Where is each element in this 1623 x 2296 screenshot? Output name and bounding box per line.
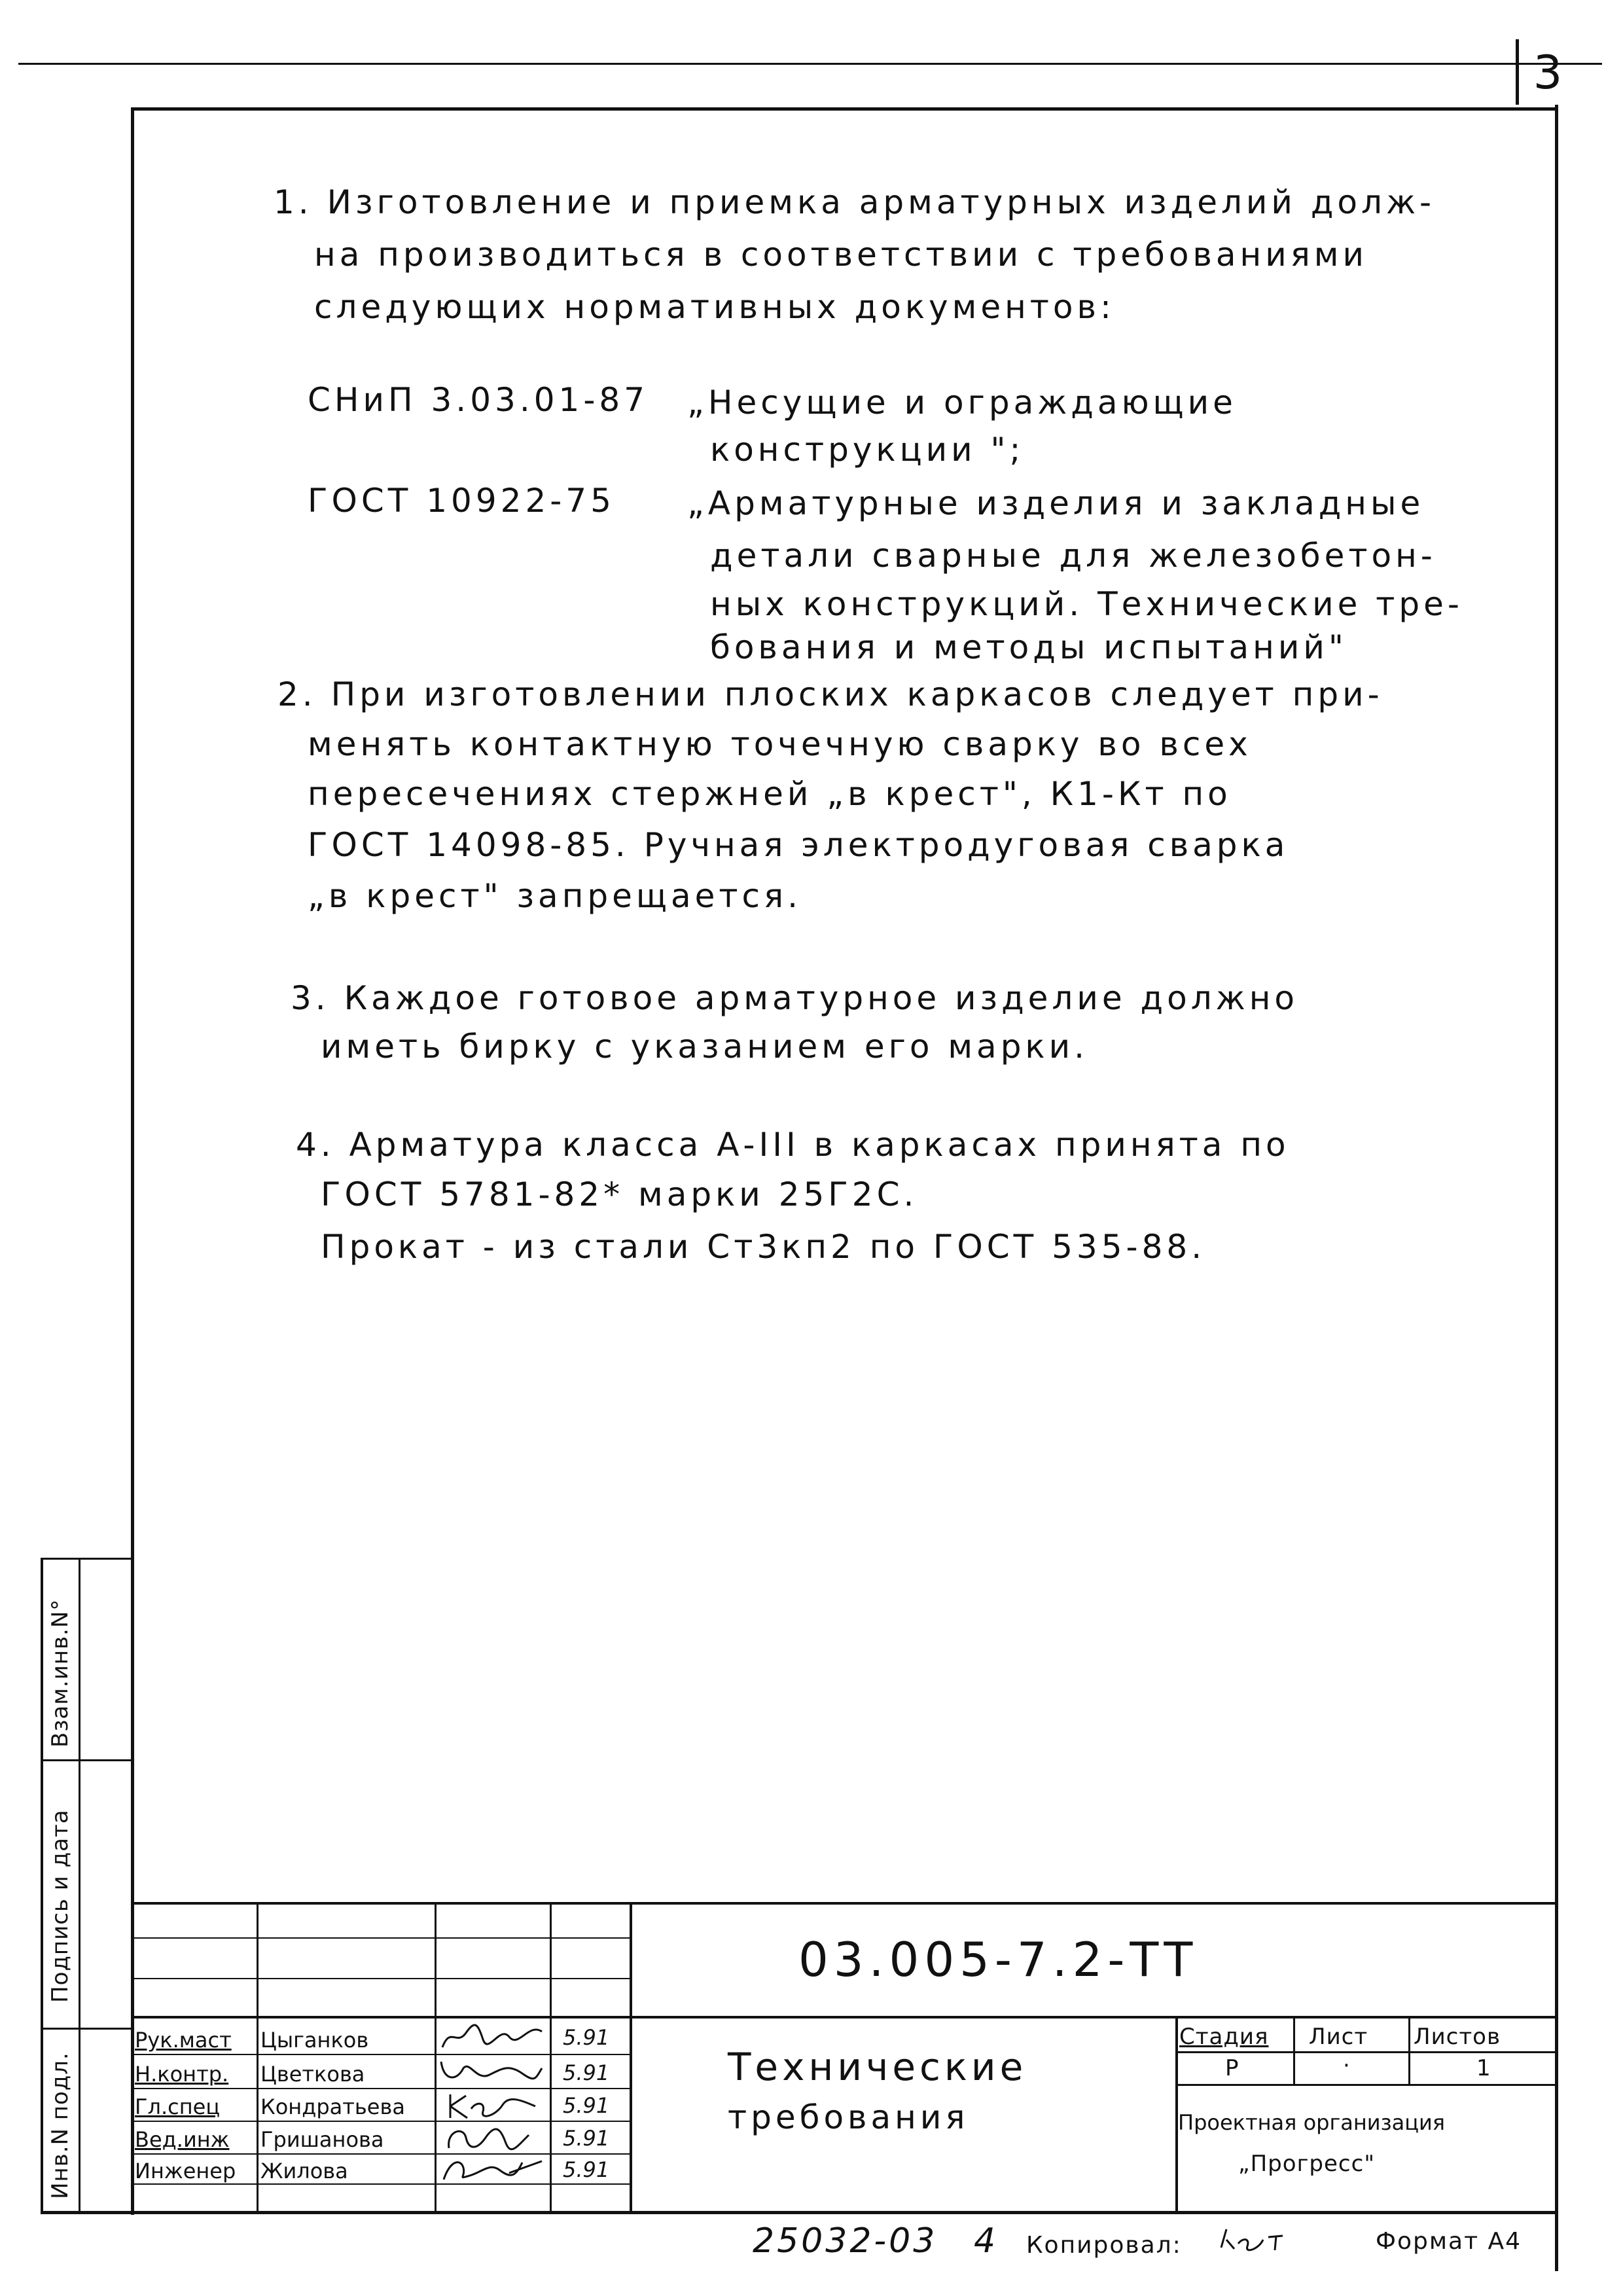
note-4-line-2: ГОСТ 5781-82* марки 25Г2С. <box>321 1175 918 1213</box>
staff-role-2: Н.контр. <box>135 2062 229 2087</box>
staff-date-1: 5.91 <box>563 2025 610 2050</box>
staff-name-1: Цыганков <box>260 2028 369 2053</box>
tb-col-1 <box>257 1902 259 2212</box>
tb-col-3 <box>550 1902 552 2212</box>
tb-top <box>131 1902 1558 1905</box>
signature-3 <box>437 2089 548 2122</box>
staff-role-3: Гл.спец <box>135 2094 221 2119</box>
footer-format: Формат А4 <box>1376 2228 1522 2255</box>
note-2-line-5: „в крест" запрещается. <box>308 877 802 915</box>
tb-col-4 <box>630 1902 632 2212</box>
ref-1-line-2: конструкции "; <box>710 431 1025 469</box>
tb-row-e <box>131 2088 630 2089</box>
copied-signature <box>1217 2224 1289 2257</box>
tb-col-2 <box>435 1902 437 2212</box>
organization-line-1: Проектная организация <box>1178 2110 1446 2135</box>
frame-bottom <box>41 2211 1558 2214</box>
organization-line-2: „Прогресс" <box>1238 2151 1375 2177</box>
side-stamp-top <box>41 1558 134 1560</box>
frame-left <box>131 107 134 2215</box>
pagebox-left <box>1516 39 1519 105</box>
footer-copied-label: Копировал: <box>1026 2232 1182 2259</box>
staff-role-5: Инженер <box>135 2159 236 2183</box>
note-3-line-1: 3. Каждое готовое арматурное изделие должно <box>291 979 1298 1017</box>
ref-1-code: СНиП 3.03.01-87 <box>308 381 649 419</box>
tb-row-h <box>131 2183 630 2185</box>
ref-2-line-2: детали сварные для железобетон- <box>710 537 1436 575</box>
tb-stage-col-2 <box>1408 2016 1410 2085</box>
note-2-line-4: ГОСТ 14098-85. Ручная электродуговая сварка <box>308 826 1289 864</box>
document-title-line-2: требования <box>728 2098 969 2136</box>
staff-role-4: Вед.инж <box>135 2127 230 2152</box>
side-stamp-inv-podl: Инв.N подл. <box>47 2052 73 2199</box>
top-rule <box>18 63 1602 65</box>
document-title-line-1: Технические <box>728 2045 1027 2089</box>
frame-top <box>131 107 1558 111</box>
note-1-line-3: следующих нормативных документов: <box>314 288 1115 326</box>
sheet-value: · <box>1343 2053 1351 2079</box>
sheet-label: Лист <box>1309 2024 1368 2050</box>
tb-row-b <box>131 1978 630 1979</box>
staff-date-2: 5.91 <box>563 2060 610 2085</box>
side-stamp-left <box>41 1558 43 2214</box>
signature-1 <box>437 2020 548 2054</box>
side-stamp-mid <box>79 1558 80 2214</box>
ref-2-line-4: бования и методы испытаний" <box>710 628 1347 666</box>
staff-name-5: Жилова <box>260 2159 348 2183</box>
sheets-label: Листов <box>1414 2024 1501 2050</box>
note-2-line-1: 2. При изготовлении плоских каркасов следует при- <box>277 675 1383 713</box>
ref-2-code: ГОСТ 10922-75 <box>308 482 615 520</box>
note-4-line-3: Прокат - из стали Ст3кп2 по ГОСТ 535-88. <box>321 1228 1206 1266</box>
sheets-value: 1 <box>1476 2055 1491 2081</box>
document-designation: 03.005-7.2-ТТ <box>798 1932 1198 1987</box>
staff-date-4: 5.91 <box>563 2126 610 2151</box>
staff-date-3: 5.91 <box>563 2093 610 2118</box>
note-2-line-2: менять контактную точечную сварку во всех <box>308 725 1252 763</box>
staff-name-2: Цветкова <box>260 2062 365 2087</box>
staff-date-5: 5.91 <box>563 2157 610 2182</box>
staff-role-1: Рук.маст <box>135 2028 232 2053</box>
side-stamp-div-1 <box>41 1759 134 1761</box>
ref-2-line-3: ных конструкций. Технические тре- <box>710 585 1463 623</box>
tb-row-d <box>131 2054 630 2055</box>
note-1-line-2: на производиться в соответствии с требованиями <box>314 236 1368 274</box>
side-stamp-div-2 <box>41 2028 134 2030</box>
signature-4 <box>437 2122 548 2155</box>
staff-name-4: Гришанова <box>260 2127 384 2152</box>
note-1-line-1: 1. Изготовление и приемка арматурных изделий долж- <box>274 183 1436 221</box>
frame-right <box>1555 105 1558 2271</box>
tb-row-c <box>131 2016 1558 2018</box>
stage-label: Стадия <box>1179 2024 1269 2050</box>
ref-2-line-1: „Арматурные изделия и закладные <box>687 484 1425 522</box>
signature-2 <box>437 2055 548 2088</box>
note-2-line-3: пересечениях стержней „в крест", К1-Кт по <box>308 775 1232 813</box>
footer-inventory-number: 25032-03 <box>753 2221 938 2261</box>
tb-row-f <box>131 2121 630 2122</box>
side-stamp-signature-date: Подпись и дата <box>47 1809 73 2003</box>
tb-row-g <box>131 2153 630 2155</box>
stage-value: Р <box>1225 2055 1240 2081</box>
footer-sheet-number: 4 <box>974 2221 1000 2261</box>
tb-stage-row-1 <box>1175 2051 1558 2053</box>
page-number: 3 <box>1533 46 1563 99</box>
note-3-line-2: иметь бирку с указанием его марки. <box>321 1028 1089 1066</box>
ref-1-line-1: „Несущие и ограждающие <box>687 384 1237 422</box>
note-4-line-1: 4. Арматура класса А-III в каркасах принята по <box>296 1126 1290 1164</box>
signature-5 <box>437 2153 548 2185</box>
tb-stage-row-2 <box>1175 2084 1558 2086</box>
side-stamp-vzam-inv: Взам.инв.N° <box>47 1598 73 1748</box>
staff-name-3: Кондратьева <box>260 2094 405 2119</box>
tb-row-a <box>131 1937 630 1939</box>
tb-stage-col-1 <box>1293 2016 1295 2085</box>
